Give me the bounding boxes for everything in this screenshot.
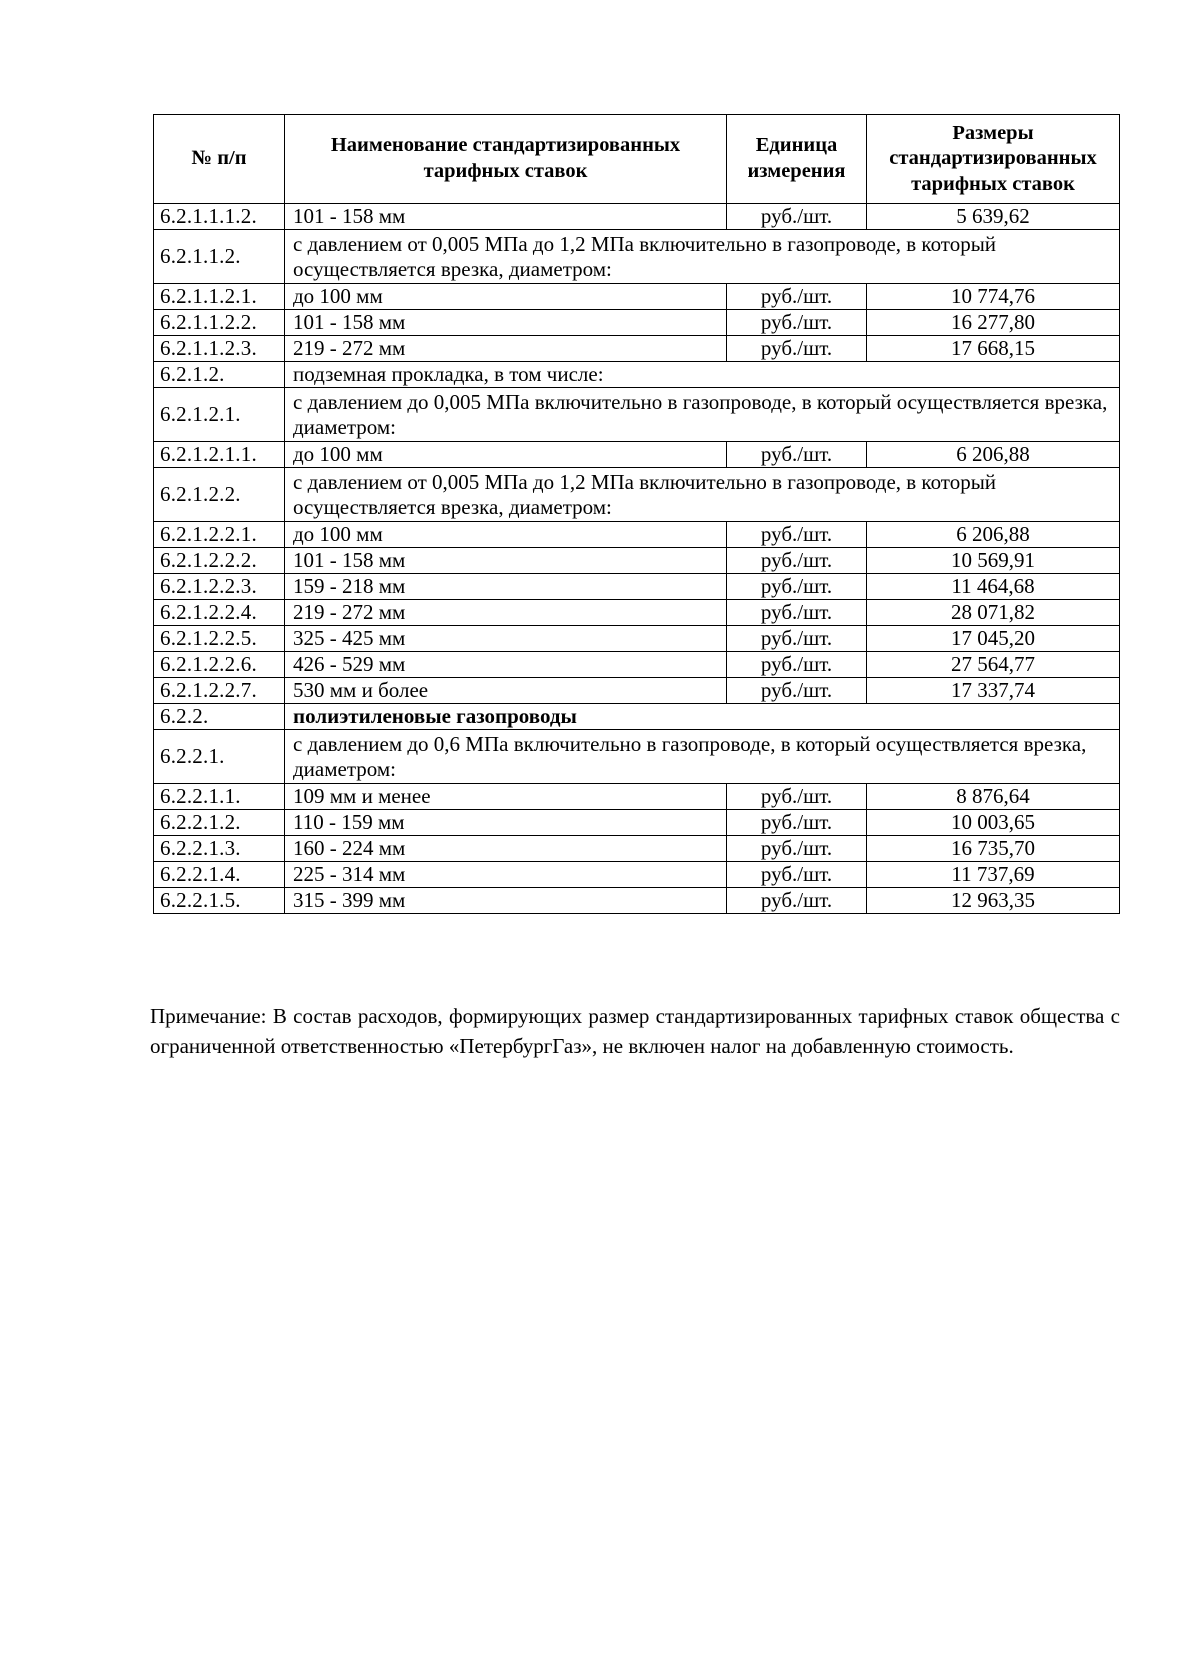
table-row [154,678,1120,704]
table-row [154,230,1120,284]
row-value: 12 963,35 [867,888,1120,914]
row-value: 28 071,82 [867,600,1120,626]
row-unit: руб./шт. [727,574,867,600]
table-row [154,784,1120,810]
row-value: 16 735,70 [867,836,1120,862]
row-number: 6.2.1.2.2.4. [154,600,285,626]
row-number: 6.2.1.2.2. [154,468,285,522]
row-number: 6.2.1.1.2.1. [154,284,285,310]
row-unit: руб./шт. [727,862,867,888]
row-number: 6.2.1.2.1. [154,388,285,442]
row-unit: руб./шт. [727,678,867,704]
row-number: 6.2.2.1.5. [154,888,285,914]
row-value: 11 464,68 [867,574,1120,600]
row-unit: руб./шт. [727,626,867,652]
row-name: до 100 мм [285,284,727,310]
row-unit: руб./шт. [727,652,867,678]
row-section-name: полиэтиленовые газопроводы [285,704,1120,730]
table-header-row [154,115,1120,204]
table-row [154,362,1120,388]
row-number: 6.2.2.1.1. [154,784,285,810]
row-name: до 100 мм [285,522,727,548]
header-num: № п/п [154,115,285,204]
row-number: 6.2.2. [154,704,285,730]
row-value: 5 639,62 [867,204,1120,230]
row-name: 101 - 158 мм [285,204,727,230]
row-unit: руб./шт. [727,810,867,836]
row-unit: руб./шт. [727,888,867,914]
row-name: 225 - 314 мм [285,862,727,888]
row-name: 426 - 529 мм [285,652,727,678]
row-value: 10 003,65 [867,810,1120,836]
table-row [154,730,1120,784]
row-value: 10 569,91 [867,548,1120,574]
table-row [154,626,1120,652]
header-unit: Единица измерения [727,115,867,204]
row-number: 6.2.2.1.4. [154,862,285,888]
row-value: 16 277,80 [867,310,1120,336]
row-number: 6.2.1.2.2.7. [154,678,285,704]
row-name: до 100 мм [285,442,727,468]
row-number: 6.2.1.1.2.2. [154,310,285,336]
row-value: 6 206,88 [867,522,1120,548]
header-name: Наименование стандартизированных тарифных ставок [285,115,727,204]
row-section-name: с давлением от 0,005 МПа до 1,2 МПа включительно в газопроводе, в который осуществляется врезка, диаметром: [285,468,1120,522]
row-number: 6.2.1.1.2.3. [154,336,285,362]
row-name: 101 - 158 мм [285,548,727,574]
row-name: 159 - 218 мм [285,574,727,600]
row-section-name: с давлением до 0,6 МПа включительно в газопроводе, в который осуществляется врезка, диаметром: [285,730,1120,784]
row-unit: руб./шт. [727,310,867,336]
row-name: 219 - 272 мм [285,600,727,626]
row-unit: руб./шт. [727,548,867,574]
row-name: 325 - 425 мм [285,626,727,652]
row-number: 6.2.1.2.2.5. [154,626,285,652]
row-value: 6 206,88 [867,442,1120,468]
row-unit: руб./шт. [727,204,867,230]
header-value: Размеры стандартизированных тарифных ставок [867,115,1120,204]
row-unit: руб./шт. [727,784,867,810]
row-name: 219 - 272 мм [285,336,727,362]
row-unit: руб./шт. [727,522,867,548]
table-row [154,522,1120,548]
table-row [154,862,1120,888]
table-row [154,310,1120,336]
table-row [154,704,1120,730]
row-number: 6.2.1.1.1.2. [154,204,285,230]
table-row [154,388,1120,442]
row-number: 6.2.1.2. [154,362,285,388]
table-row [154,336,1120,362]
row-name: 109 мм и менее [285,784,727,810]
row-name: 530 мм и более [285,678,727,704]
row-name: 101 - 158 мм [285,310,727,336]
row-unit: руб./шт. [727,336,867,362]
row-number: 6.2.1.2.1.1. [154,442,285,468]
table-row [154,574,1120,600]
row-number: 6.2.2.1. [154,730,285,784]
row-unit: руб./шт. [727,442,867,468]
row-name: 315 - 399 мм [285,888,727,914]
row-section-name: подземная прокладка, в том числе: [285,362,1120,388]
row-unit: руб./шт. [727,836,867,862]
table-row [154,204,1120,230]
row-value: 11 737,69 [867,862,1120,888]
row-value: 17 045,20 [867,626,1120,652]
row-number: 6.2.1.2.2.2. [154,548,285,574]
table-row [154,810,1120,836]
table-row [154,284,1120,310]
table-row [154,836,1120,862]
row-value: 17 668,15 [867,336,1120,362]
table-row [154,652,1120,678]
row-value: 8 876,64 [867,784,1120,810]
row-value: 17 337,74 [867,678,1120,704]
row-section-name: с давлением до 0,005 МПа включительно в газопроводе, в который осуществляется врезка, диаметром: [285,388,1120,442]
row-number: 6.2.2.1.3. [154,836,285,862]
row-section-name: с давлением от 0,005 МПа до 1,2 МПа включительно в газопроводе, в который осуществляется врезка, диаметром: [285,230,1120,284]
row-name: 110 - 159 мм [285,810,727,836]
table-row [154,548,1120,574]
table-row [154,442,1120,468]
row-name: 160 - 224 мм [285,836,727,862]
row-number: 6.2.1.2.2.1. [154,522,285,548]
table-row [154,600,1120,626]
table-row [154,468,1120,522]
row-number: 6.2.1.2.2.6. [154,652,285,678]
row-number: 6.2.2.1.2. [154,810,285,836]
table-row [154,888,1120,914]
tariff-table [153,114,1120,914]
row-unit: руб./шт. [727,284,867,310]
row-number: 6.2.1.1.2. [154,230,285,284]
row-unit: руб./шт. [727,600,867,626]
footnote: Примечание: В состав расходов, формирующих размер стандартизированных тарифных ставок общества с ограниченной ответственностью «ПетербургГаз», не включен налог на добавленную стоимость. [150,1004,1120,1058]
row-number: 6.2.1.2.2.3. [154,574,285,600]
row-value: 10 774,76 [867,284,1120,310]
row-value: 27 564,77 [867,652,1120,678]
